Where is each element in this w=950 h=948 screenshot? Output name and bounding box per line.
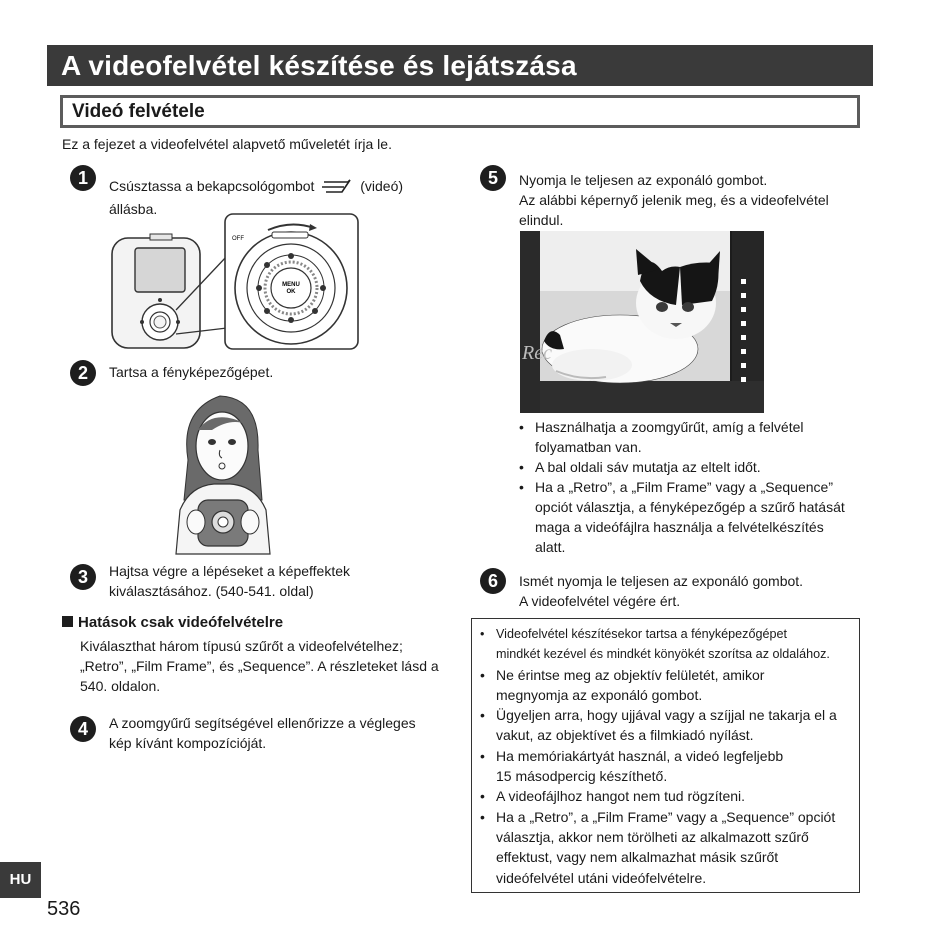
step-1-text-a: Csúsztassa a bekapcsológombot (109, 178, 315, 194)
step-5-bullet-2-line-1: A bal oldali sáv mutatja az eltelt időt. (535, 459, 761, 475)
intro-text: Ez a fejezet a videofelvétel alapvető műveletét írja le. (62, 136, 392, 152)
video-mode-icon (320, 178, 354, 199)
step-6-line-1: Ismét nyomja le teljesen az exponáló gombot. (519, 573, 804, 589)
language-tab: HU (0, 862, 41, 898)
step-5-line-3: elindul. (519, 212, 564, 228)
effects-heading-text: Hatások csak videófelvételre (78, 614, 284, 631)
step-5-bullet (517, 477, 867, 557)
step-5-line-2: Az alábbi képernyő jelenik meg, és a videofelvétel (519, 192, 829, 208)
step-5-bullet-3-line-4: alatt. (535, 539, 566, 555)
step-6-line-2: A videofelvétel végére ért. (519, 593, 681, 609)
step-2-text: Tartsa a fényképezőgépet. (109, 364, 274, 380)
effects-line-1: Kiválaszthat három típusú szűrőt a videofelvételhez; (80, 638, 403, 654)
note-item (478, 746, 853, 787)
step-5-bullet-1-line-2: folyamatban van. (535, 439, 642, 455)
effects-heading (62, 614, 283, 631)
step-4-line-1: A zoomgyűrű segítségével ellenőrizze a végleges (109, 715, 416, 731)
section-title: Videó felvétele (60, 95, 860, 128)
step-4-number: 4 (70, 716, 96, 742)
note-1-line-2: mindkét kezével és mindkét könyökét szorítsa az oldalához. (496, 647, 830, 662)
page-title: A videofelvétel készítése és lejátszása (47, 45, 873, 86)
step-5-bullet-list (517, 417, 867, 557)
step-1-text-c: állásba. (109, 201, 158, 217)
step-5-bullet-1-line-1: Használhatja a zoomgyűrűt, amíg a felvétel (535, 419, 804, 435)
square-bullet-icon (62, 616, 73, 627)
step-3-line-2: kiválasztásához. (540-541. oldal) (109, 583, 314, 599)
note-2-line-1: Ne érintse meg az objektív felületét, amikor (496, 666, 765, 683)
notes-list (478, 624, 853, 888)
note-item (478, 786, 853, 806)
step-1-number: 1 (70, 165, 96, 191)
step-5-bullet (517, 417, 867, 457)
note-6-line-2: választja, akkor nem törölheti az alkalmazott szűrő (496, 828, 809, 845)
step-5-line-1: Nyomja le teljesen az exponáló gombot. (519, 172, 768, 188)
step-5-number: 5 (480, 165, 506, 191)
step-5-bullet-3-line-3: maga a videófájlra használja a felvételkészítés (535, 519, 824, 535)
note-6-line-4: videófelvétel utáni videófelvételre. (496, 869, 707, 886)
note-4-line-2: 15 másodpercig készíthető. (496, 768, 668, 785)
step-3-text (109, 561, 449, 601)
step-6-text (519, 571, 864, 611)
camera-back-illustration (110, 210, 362, 354)
step-5-bullet (517, 457, 867, 477)
step-5-text (519, 170, 864, 230)
effects-text (80, 636, 460, 696)
note-4-line-1: Ha memóriakártyát használ, a videó legfeljebb (496, 747, 784, 764)
note-3-line-1: Ügyeljen arra, hogy ujjával vagy a szíjjal ne takarja el a (496, 707, 837, 724)
step-6-number: 6 (480, 568, 506, 594)
person-holding-camera-illustration (170, 390, 274, 556)
note-2-line-2: megnyomja az exponáló gombot. (496, 686, 703, 703)
note-3-line-2: vakut, az objektívet és a filmkiadó nyílást. (496, 727, 754, 744)
note-6-line-1: Ha a „Retro”, a „Film Frame” vagy a „Sequence” opciót (496, 808, 836, 825)
effects-line-2: „Retro”, „Film Frame”, és „Sequence”. A részleteket lásd a (80, 658, 439, 674)
step-5-bullet-3-line-2: opciót választja, a fényképezőgép a szűrő hatását (535, 499, 845, 515)
step-4-text (109, 713, 454, 753)
step-4-line-2: kép kívánt kompozícióját. (109, 735, 267, 751)
note-item (478, 624, 853, 665)
rec-overlay-label: Rec (522, 342, 552, 364)
note-item (478, 807, 853, 888)
page-number: 536 (47, 898, 81, 920)
note-6-line-3: effektust, vagy nem alkalmazhat másik szűrőt (496, 849, 779, 866)
step-2-number: 2 (70, 360, 96, 386)
recording-screen-image (520, 231, 764, 413)
note-1-line-1: Videofelvétel készítésekor tartsa a fényképezőgépet (496, 627, 788, 641)
note-item (478, 705, 853, 746)
note-item (478, 665, 853, 706)
step-5-bullet-3-line-1: Ha a „Retro”, a „Film Frame” vagy a „Sequence” (535, 479, 833, 495)
off-label: OFF (232, 236, 244, 242)
effects-line-3: 540. oldalon. (80, 678, 161, 694)
menu-label: MENU (282, 282, 300, 288)
ok-label: OK (286, 289, 296, 295)
step-3-number: 3 (70, 564, 96, 590)
step-3-line-1: Hajtsa végre a lépéseket a képeffektek (109, 563, 351, 579)
notes-box (471, 618, 860, 893)
note-5-line-1: A videofájlhoz hangot nem tud rögzíteni. (496, 788, 746, 805)
step-1-text-b: (videó) (360, 178, 404, 194)
